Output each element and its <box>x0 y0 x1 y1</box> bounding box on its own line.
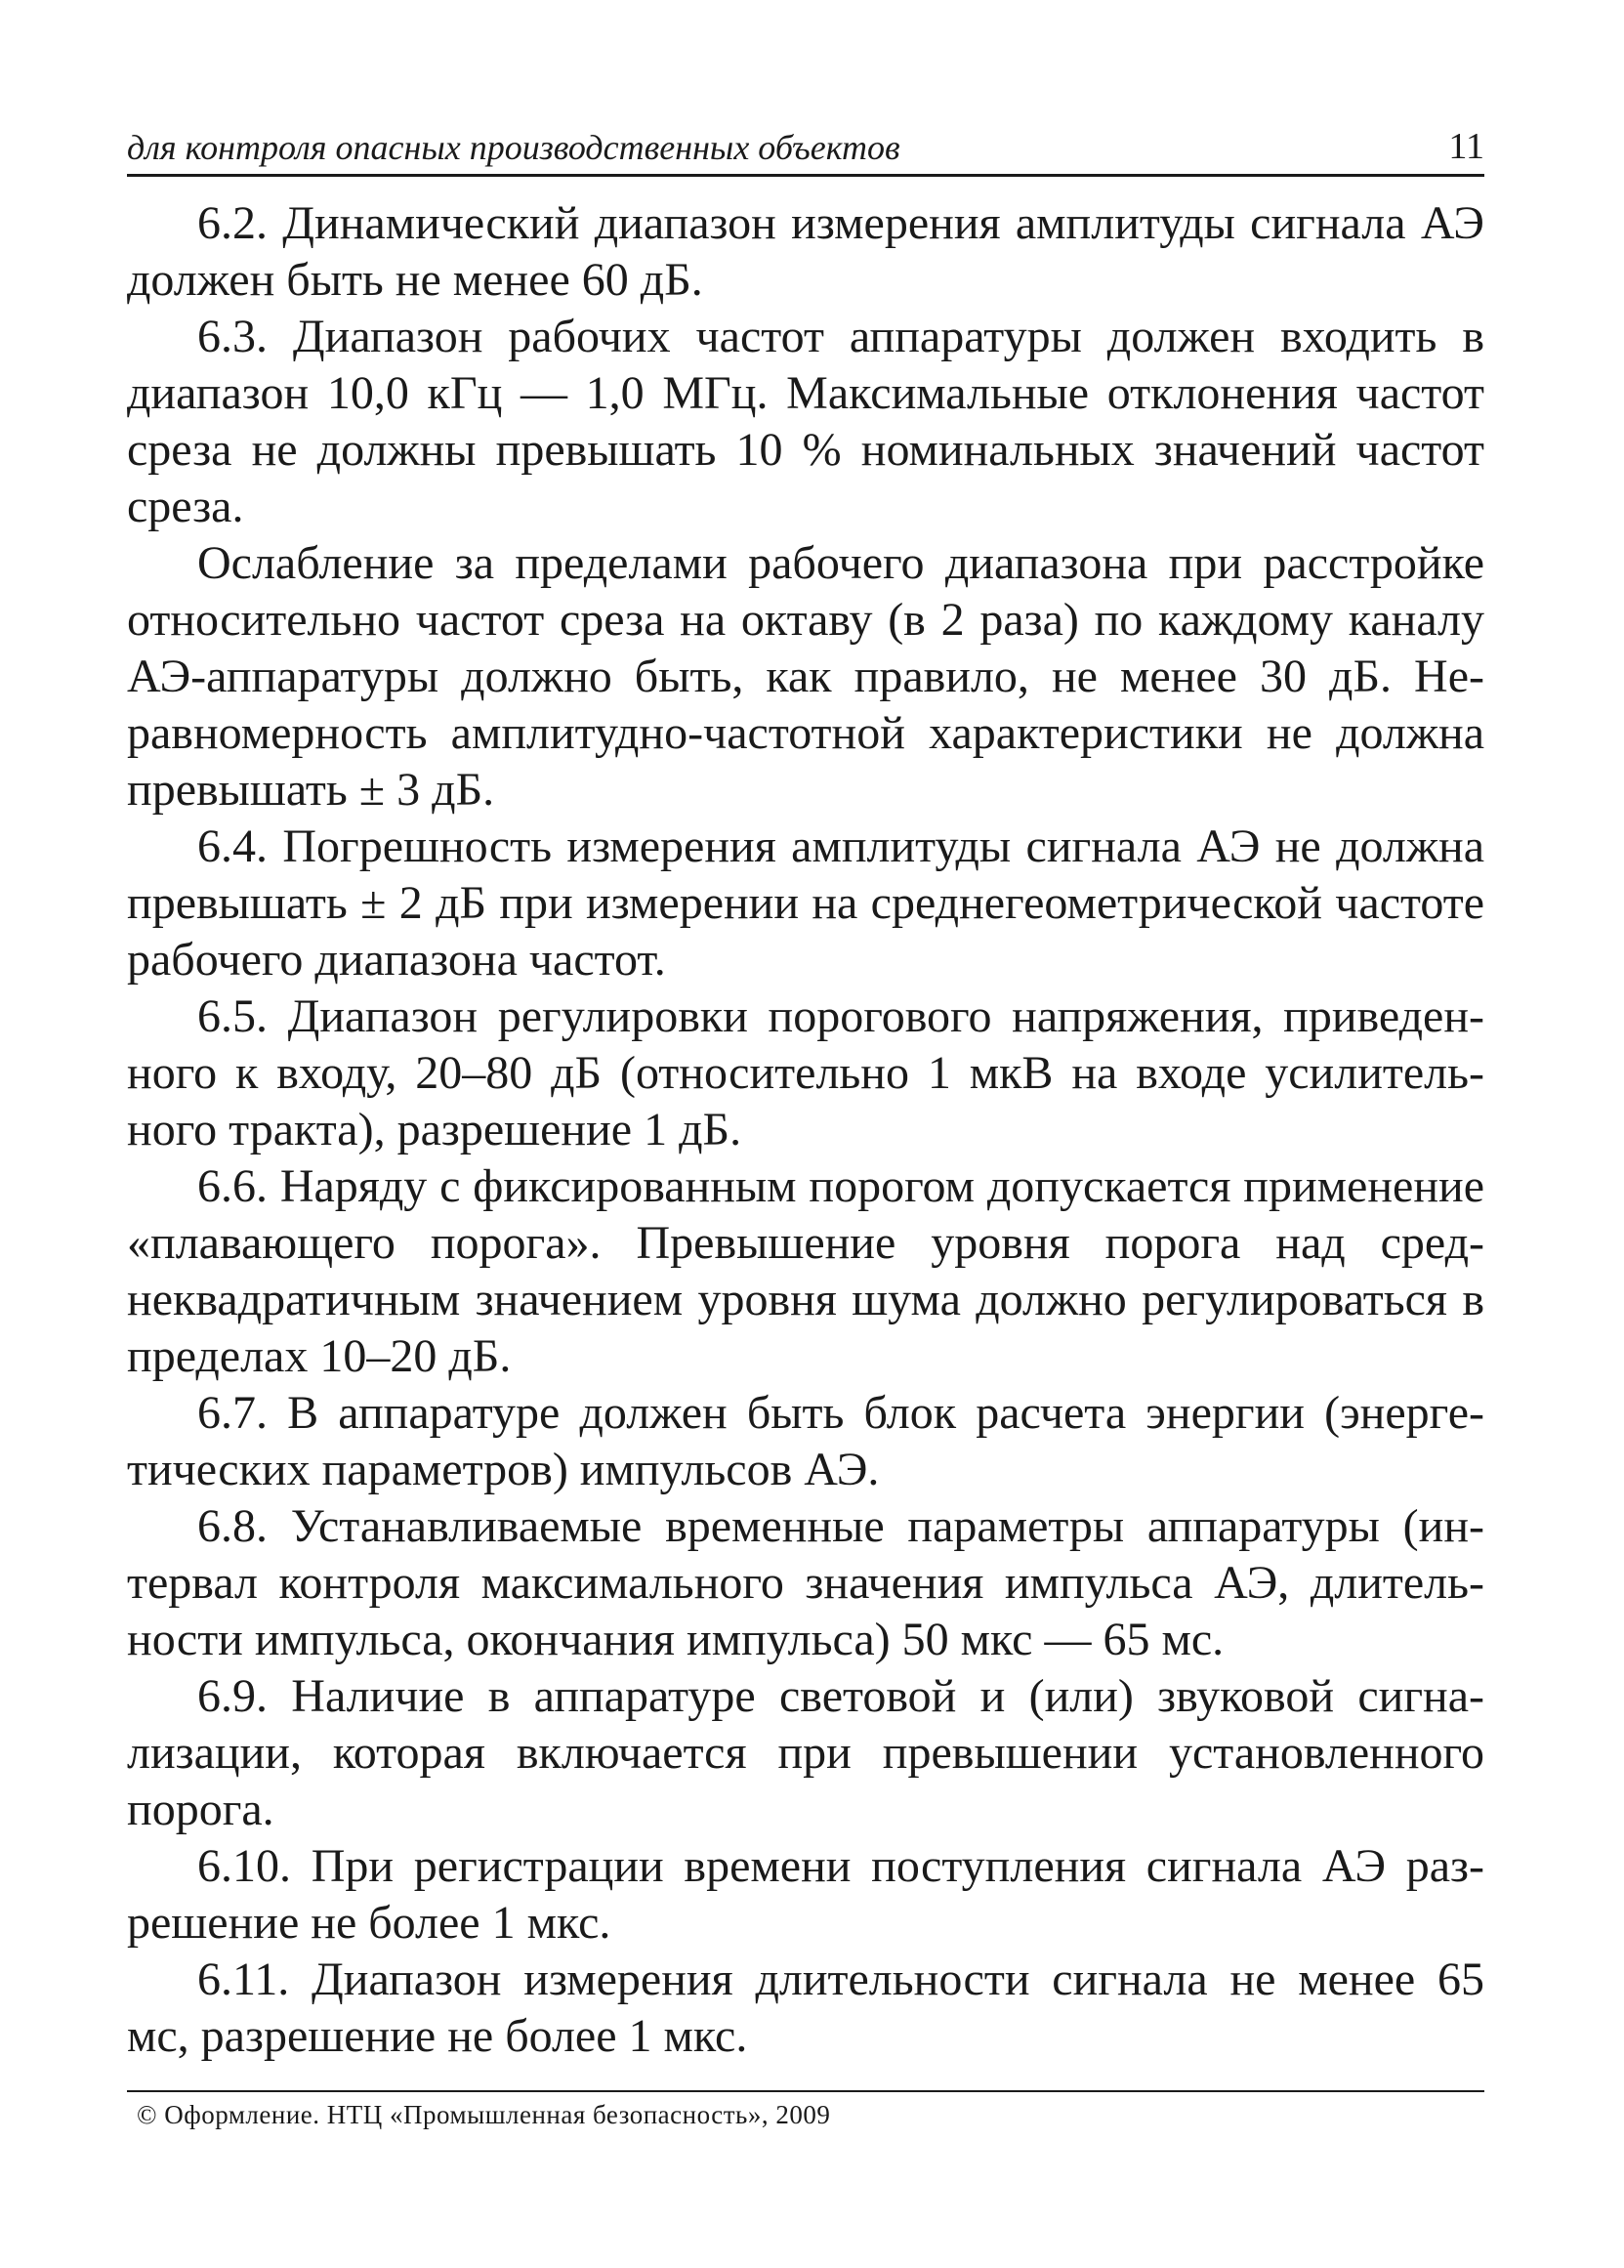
paragraph-6-4: 6.4. Погрешность измерения амплитуды сигнала АЭ не должна превышать ± 2 дБ при измерении на среднегеометрической частоте рабочего диапазона частот. <box>127 820 1484 986</box>
paragraph-6-6: 6.6. Наряду с фиксированным порогом допускается применение «плавающего порога». Превышение уровня порога над среднеквадратичным значением уровня шума должно регулироваться в пределах 10–20 дБ. <box>127 1160 1484 1382</box>
page-number: 11 <box>1448 126 1484 167</box>
paragraph-6-5: 6.5. Диапазон регулировки порогового напряжения, приведенного к входу, 20–80 дБ (относительно 1 мкВ на входе усилительного тракта), разрешение 1 дБ. <box>127 990 1484 1155</box>
paragraph-6-9: 6.9. Наличие в аппаратуре световой и (или) звуковой сигнализации, которая включается при превышении установленного порога. <box>127 1670 1484 1835</box>
paragraph-6-8: 6.8. Устанавливаемые временные параметры аппаратуры (интервал контроля максимального значения импульса АЭ, длительности импульса, окончания импульса) 50 мкс — 65 мс. <box>127 1500 1484 1665</box>
running-title: для контроля опасных производственных объектов <box>127 128 900 167</box>
page-body <box>127 195 1484 2065</box>
paragraph-6-2: 6.2. Динамический диапазон измерения амплитуды сигнала АЭ должен быть не менее 60 дБ. <box>127 197 1484 306</box>
paragraph-6-10: 6.10. При регистрации времени поступления сигнала АЭ разрешение не более 1 мкс. <box>127 1840 1484 1949</box>
paragraph-6-3: 6.3. Диапазон рабочих частот аппаратуры должен входить в диапазон 10,0 кГц — 1,0 МГц. Максимальные отклонения частот среза не должны превышать 10 % номинальных значений частот среза. <box>127 311 1484 532</box>
page-header <box>127 117 1484 177</box>
paragraph-attenuation: Ослабление за пределами рабочего диапазона при расстройке относительно частот среза на октаву (в 2 раза) по каждому каналу АЭ-аппаратуры должно быть, как правило, не менее 30 дБ. Неравномерность амплитудно-частотной характеристики не должна превышать ± 3 дБ. <box>127 537 1484 816</box>
footer-divider <box>127 2090 1484 2092</box>
paragraph-6-7: 6.7. В аппаратуре должен быть блок расчета энергии (энергетических параметров) импульсов АЭ. <box>127 1387 1484 1495</box>
paragraph-6-11: 6.11. Диапазон измерения длительности сигнала не менее 65 мс, разрешение не более 1 мкс. <box>127 1953 1484 2062</box>
copyright-footer: © Оформление. НТЦ «Промышленная безопасность», 2009 <box>137 2100 831 2129</box>
